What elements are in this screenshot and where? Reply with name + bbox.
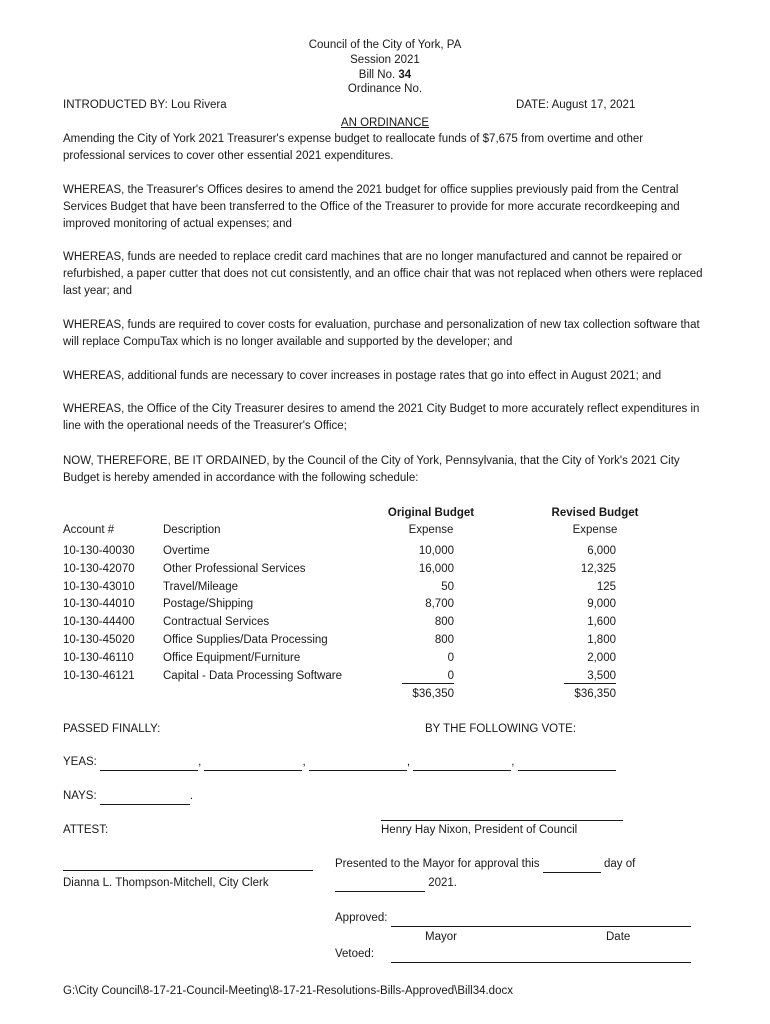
bill-date: DATE: August 17, 2021 <box>516 99 636 111</box>
whereas-paragraph: WHEREAS, the Treasurer's Offices desires to amend the 2021 budget for office supplies previously paid from the Central Services Budget that have been transferred to the Office of the Treasurer to provide for more accurate recordkeeping and improved monitoring of actual expenses; and <box>63 184 680 230</box>
yea-blank[interactable] <box>204 757 302 771</box>
row-account: 10-130-46121 <box>63 670 135 682</box>
nay-blank[interactable] <box>100 791 190 805</box>
row-revised: 2,000 <box>587 652 616 664</box>
yeas-line: YEAS: , , , , <box>63 754 616 771</box>
vetoed-label: Vetoed: <box>335 948 375 960</box>
row-description: Other Professional Services <box>163 563 306 575</box>
row-revised: 9,000 <box>587 598 616 610</box>
row-description: Contractual Services <box>163 616 270 628</box>
yea-blank[interactable] <box>100 757 198 771</box>
revised-total-rule <box>564 683 616 684</box>
mayor-label: Mayor <box>425 931 457 943</box>
original-total-rule <box>402 683 454 684</box>
row-original: 10,000 <box>418 545 454 557</box>
row-revised: 1,800 <box>587 634 616 646</box>
president-signature-line[interactable] <box>381 820 623 821</box>
row-original: 8,700 <box>425 598 454 610</box>
file-path: G:\City Council\8-17-21-Council-Meeting\8-17-21-Resolutions-Bills-Approved\Bill34.docx <box>63 985 513 997</box>
original-total: $36,350 <box>412 688 454 700</box>
intro-paragraph: Amending the City of York 2021 Treasurer's expense budget to reallocate funds of $7,675 from overtime and other professional services to cover other essential 2021 expenditures. <box>63 133 644 162</box>
day-of-text: day of <box>603 858 636 870</box>
day-blank[interactable] <box>543 859 601 873</box>
yea-blank[interactable] <box>309 757 407 771</box>
passed-finally-label: PASSED FINALLY: <box>63 723 161 735</box>
revised-total: $36,350 <box>574 688 616 700</box>
account-header: Account # <box>63 524 115 536</box>
row-description: Office Equipment/Furniture <box>163 652 301 664</box>
row-revised: 1,600 <box>587 616 616 628</box>
row-original: 50 <box>441 581 454 593</box>
nays-label: NAYS: <box>63 790 97 802</box>
whereas-paragraph: WHEREAS, the Office of the City Treasurer desires to amend the 2021 City Budget to more accurately reflect expenditures in line with the operational needs of the Treasurer's Office; <box>63 403 700 432</box>
bill-number: 34 <box>398 69 412 81</box>
whereas-paragraph: WHEREAS, funds are required to cover costs for evaluation, purchase and personalization of new tax collection software that will replace CompuTax which is no longer available and supported by the developer; and <box>63 319 700 348</box>
row-account: 10-130-40030 <box>63 545 135 557</box>
description-header: Description <box>163 524 221 536</box>
presented-line <box>335 856 635 873</box>
row-original: 16,000 <box>418 563 454 575</box>
row-account: 10-130-43010 <box>63 581 135 593</box>
bill-prefix: Bill No. <box>358 69 399 81</box>
row-original: 0 <box>447 652 454 664</box>
revised-budget-header: Revised Budget <box>551 507 639 519</box>
row-account: 10-130-44400 <box>63 616 135 628</box>
row-description: Office Supplies/Data Processing <box>163 634 328 646</box>
original-budget-header: Original Budget <box>387 507 475 519</box>
approved-line <box>335 910 691 927</box>
row-description: Capital - Data Processing Software <box>163 670 342 682</box>
yeas-label: YEAS: <box>63 756 97 768</box>
yea-blank[interactable] <box>518 757 616 771</box>
row-description: Overtime <box>163 545 210 557</box>
row-original: 800 <box>434 634 454 646</box>
row-account: 10-130-45020 <box>63 634 135 646</box>
year-line <box>335 875 457 892</box>
vetoed-blank[interactable] <box>391 949 691 963</box>
row-description: Travel/Mileage <box>163 581 238 593</box>
original-expense-subheader: Expense <box>408 524 454 536</box>
whereas-paragraph: WHEREAS, additional funds are necessary to cover increases in postage rates that go into effect in August 2021; and <box>63 370 662 382</box>
session-heading: Session 2021 <box>350 54 420 66</box>
nays-line: NAYS: . <box>63 788 193 805</box>
introduced-by: INTRODUCTED BY: Lou Rivera <box>63 99 227 111</box>
approved-label: Approved: <box>335 912 388 924</box>
approved-blank[interactable] <box>391 913 691 927</box>
year-text: 2021. <box>428 877 457 889</box>
row-description: Postage/Shipping <box>163 598 254 610</box>
vetoed-line <box>335 946 691 963</box>
row-account: 10-130-42070 <box>63 563 135 575</box>
row-original: 0 <box>447 670 454 682</box>
date-label: Date <box>606 931 631 943</box>
row-original: 800 <box>434 616 454 628</box>
month-blank[interactable] <box>335 878 425 892</box>
vote-label: BY THE FOLLOWING VOTE: <box>425 723 577 735</box>
clerk-signature-line[interactable] <box>63 870 313 871</box>
whereas-paragraph: WHEREAS, funds are needed to replace credit card machines that are no longer manufactured and cannot be repaired or refurbished, a paper cutter that does not cut consistently, and an office chair that was not replaced when others were replaced last year; and <box>63 251 703 297</box>
council-heading: Council of the City of York, PA <box>308 39 462 51</box>
row-revised: 125 <box>596 581 616 593</box>
attest-label: ATTEST: <box>63 824 109 836</box>
presented-text: Presented to the Mayor for approval this <box>335 858 540 870</box>
row-account: 10-130-46110 <box>63 652 134 664</box>
row-account: 10-130-44010 <box>63 598 135 610</box>
row-revised: 6,000 <box>587 545 616 557</box>
row-revised: 3,500 <box>587 670 616 682</box>
yea-blank[interactable] <box>413 757 511 771</box>
row-revised: 12,325 <box>580 563 616 575</box>
ordinance-title: AN ORDINANCE <box>340 117 430 129</box>
president-name: Henry Hay Nixon, President of Council <box>381 824 578 836</box>
clerk-name: Dianna L. Thompson-Mitchell, City Clerk <box>63 877 269 889</box>
ordinance-number-heading: Ordinance No. <box>347 83 423 95</box>
revised-expense-subheader: Expense <box>572 524 618 536</box>
ordained-paragraph: NOW, THEREFORE, BE IT ORDAINED, by the Council of the City of York, Pennsylvania, that the City of York's 2021 City Budget is hereby amended in accordance with the following schedule: <box>63 455 680 484</box>
